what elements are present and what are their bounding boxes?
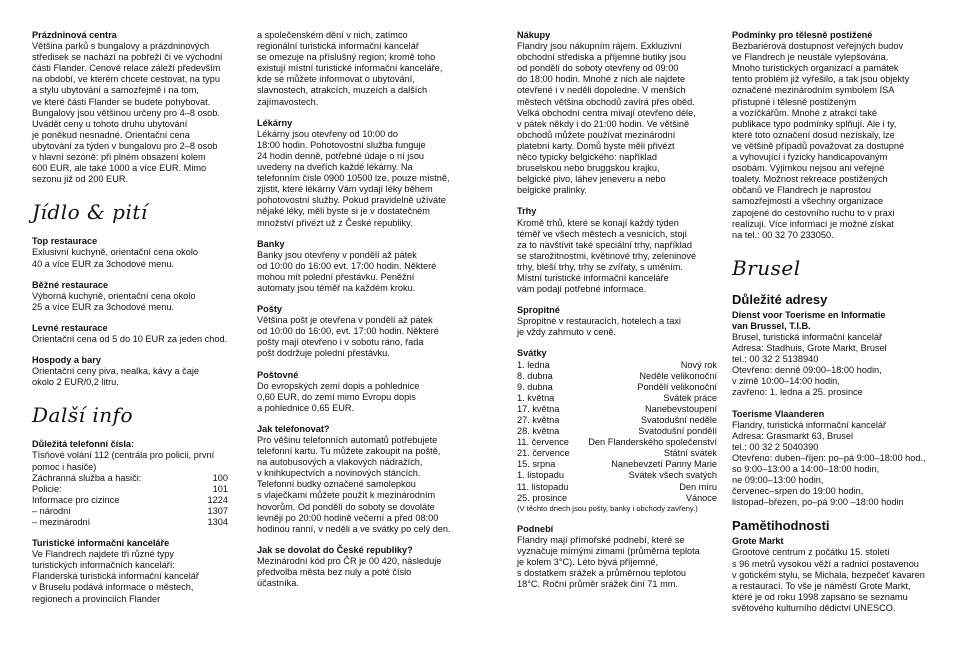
section-continuation xyxy=(257,30,457,108)
text-line: od 10:00 do 16:00, evt. 17:00 hodin. Některé xyxy=(257,326,439,337)
section-hospody xyxy=(32,355,228,388)
heading-grote-markt: Grote Markt xyxy=(732,536,784,547)
row-label: 28. května xyxy=(517,426,560,437)
section-telefonni-cisla xyxy=(32,439,228,528)
section-prazdninova-centra xyxy=(32,30,228,185)
row-value: 1304 xyxy=(207,517,228,527)
text-line: je poněkud nesnadné. Orientační cena xyxy=(32,129,190,140)
text-line: pošty mají otevřeno i v sobotu ráno, řada xyxy=(257,337,424,348)
text-line: se starožitnostmi, květinové trhy, zeleninové xyxy=(517,250,697,261)
table-row xyxy=(517,415,717,426)
section-podminky xyxy=(732,30,932,241)
text-line: se omezuje na příslušný region; kromě toho xyxy=(257,52,436,63)
section-jak-telefonovat xyxy=(257,424,457,535)
row-label: 25. prosince xyxy=(517,492,568,503)
text-line: Mnoho turistických organizací a památek xyxy=(732,63,899,74)
text-turisticke-kancelare xyxy=(32,549,228,604)
text-spropitne xyxy=(517,316,717,338)
heading-dulezite-adresy: Důležité adresy xyxy=(732,291,828,307)
row-value: 100 xyxy=(212,472,228,483)
table-row xyxy=(32,484,228,495)
text-line: Otevřeno: duben–říjen: po–pá 9:00–18:00 hod., xyxy=(732,452,926,463)
heading-hospody: Hospody a bary xyxy=(32,355,101,366)
text-line: levněji po 20:00 hodině večerní a před 08:00 xyxy=(257,512,439,523)
text-line: Výborná kuchyně, orientační cena okolo xyxy=(32,290,196,301)
table-row xyxy=(517,382,717,393)
text-line: občanů ve Flandrech je naprostou xyxy=(732,185,871,196)
text-line: 24 hodin denně, potřebné údaje o ní jsou xyxy=(257,150,425,161)
text-line: mohou mít polední přestávku. Peněžní xyxy=(257,271,415,282)
text-line: tel.: 00 32 2 5138940 xyxy=(732,354,819,365)
table-row xyxy=(517,482,717,493)
text-line: do 18:00 hodin. Mnohé z nich ale najdete xyxy=(517,74,686,85)
text-line: Místní turistické informační kanceláře xyxy=(517,272,669,283)
text-top-restaurace xyxy=(32,247,228,269)
text-line: zapojené do cestovního ruchu to v praxi xyxy=(732,207,895,218)
text-line: v gotickém stylu, se Michala, bezpečeť kavaren xyxy=(732,569,925,580)
section-title-jidlo: Jídlo & pití xyxy=(32,200,148,225)
text-line: ve Flandrech je neustále vylepšována. xyxy=(732,52,889,63)
text-line: kde se můžete informovat o ubytování, xyxy=(257,74,415,85)
column-2 xyxy=(257,30,457,599)
heading-dtib: Dienst voor Toerisme en Informatie xyxy=(732,309,886,320)
text-line: 600 EUR, ale také 1000 a více EUR. Mimo xyxy=(32,163,207,174)
text-line: Lékárny jsou otevřeny od 10:00 do xyxy=(257,128,398,139)
text-line: Do evropských zemí dopis a pohlednice xyxy=(257,380,420,391)
text-line: Banky jsou otevřeny v pondělí až pátek xyxy=(257,249,417,260)
text-line: 40 a více EUR za 3chodové menu. xyxy=(32,258,174,269)
section-levne-restaurace xyxy=(32,323,228,345)
heading-podnebi: Podnebí xyxy=(517,523,554,534)
text-line: středisek se nachází na pobřeží či ve východní xyxy=(32,52,223,63)
row-value: Svátek práce xyxy=(663,392,717,403)
text-line: pomoc i hasiče) xyxy=(32,461,97,472)
text-line: něco typicky belgického: například xyxy=(517,152,657,163)
heading-dtib-2: van Brussel, T.I.B. xyxy=(732,320,811,331)
text-line: od 10:00 do 16:00 evt. 17:00 hodin. Některé xyxy=(257,260,437,271)
table-row xyxy=(517,371,717,382)
heading-jak-telefonovat: Jak telefonovat? xyxy=(257,423,330,434)
text-line: obchodní střediska a příjemné butiky jsou xyxy=(517,52,687,63)
heading-lekarny: Lékárny xyxy=(257,117,293,128)
heading-toerisme-vlaanderen: Toerisme Vlaanderen xyxy=(732,408,825,419)
text-line: Uvádět ceny u tohoto druhu ubytování xyxy=(32,118,188,129)
text-line: s 96 metrů vysokou věží a radnicí postavenou xyxy=(732,558,919,569)
text-line: označené mezinárodním symbolem ISA xyxy=(732,85,895,96)
text-line: pošt dodržuje polední přestávku. xyxy=(257,348,390,359)
row-value: Den míru xyxy=(679,481,717,492)
row-value: 1307 xyxy=(207,505,228,516)
row-value: Nový rok xyxy=(680,359,717,370)
text-line: platební karty. Domů byste měli přivézt xyxy=(517,140,675,151)
row-label: 9. dubna xyxy=(517,381,553,392)
text-line: Adresa: Grasmarkt 63, Brusel xyxy=(732,430,854,441)
text-line: zavřeno: 1. ledna a 25. prosince xyxy=(732,387,863,398)
text-line: na autobusových a vlakových nádražích, xyxy=(257,457,423,468)
section-trhy xyxy=(517,206,717,295)
text-line: Orientační ceny piva, nealka, kávy a čaje xyxy=(32,366,199,377)
text-line: Grootové centrum z počátku 15. století xyxy=(732,547,890,558)
text-line: zajímavostech. xyxy=(257,96,319,107)
row-value: Neděle velikonoční xyxy=(639,370,717,381)
text-line: přístupné i tělesně postiženým xyxy=(732,96,857,107)
table-row xyxy=(517,360,717,371)
row-label: 21. července xyxy=(517,448,570,459)
text-line: Flandry, turistická informační kancelář xyxy=(732,419,887,430)
text-prazdninova-centra xyxy=(32,41,228,185)
text-line: Velká obchodní centra mívají otevřeno déle, xyxy=(517,107,696,118)
text-line: trhy, bleší trhy, trhy se zvířaty, s uměním. xyxy=(517,261,683,272)
row-value: 1224 xyxy=(207,494,228,505)
text-line: a pohlednice 0,65 EUR. xyxy=(257,402,355,413)
row-value: Svátek všech svatých xyxy=(628,470,717,481)
text-line: publikace typo podmínky splňují. Ale i ty, xyxy=(732,118,897,129)
text-line: předvolba města bez nuly a poté číslo xyxy=(257,567,412,578)
text-line: a vyhovující i fyzicky handicapovaným xyxy=(732,152,888,163)
text-line: toalety. Možnost rekreace postižených xyxy=(732,174,888,185)
text-dovolat-cr xyxy=(257,556,457,589)
table-row xyxy=(32,473,228,484)
row-label: 1. listopadu xyxy=(517,470,564,481)
section-nakupy xyxy=(517,30,717,196)
text-line: otevřené i v neděli dopoledne. V menších xyxy=(517,85,686,96)
row-value: Nanebevstoupení xyxy=(644,403,717,414)
section-dtib xyxy=(732,310,932,399)
column-1 xyxy=(32,30,228,615)
text-line: automaty jsou téměř na každém kroku. xyxy=(257,282,416,293)
row-label: Záchranná služba a hasiči: xyxy=(32,472,142,483)
table-row xyxy=(517,426,717,437)
section-posty xyxy=(257,304,457,359)
section-banky xyxy=(257,239,457,294)
text-line: belgické pralinky. xyxy=(517,185,587,196)
section-postovne xyxy=(257,370,457,414)
heading-levne-restaurace: Levné restaurace xyxy=(32,322,108,333)
text-line: Otevřeno: denně 09:00–18:00 hodin, xyxy=(732,365,882,376)
table-row xyxy=(517,493,717,504)
text-line: Bezbariérová dostupnost veřejných budov xyxy=(732,41,904,52)
row-value: Pondělí velikonoční xyxy=(637,381,717,392)
text-toerisme-vlaanderen xyxy=(732,420,932,509)
section-svatky xyxy=(517,348,717,513)
text-line: na období, ve kterém chcete cestovat, na typu xyxy=(32,74,220,85)
text-postovne xyxy=(257,381,457,414)
row-label: – národní xyxy=(32,505,71,516)
row-value: Vánoce xyxy=(685,492,717,503)
section-toerisme-vlaanderen xyxy=(732,409,932,509)
text-line: Bungalovy jsou většinou určeny pro 4–8 osob. xyxy=(32,107,220,118)
section-spropitne xyxy=(517,305,717,338)
text-line: Tísňové volání 112 (centrála pro policii, první xyxy=(32,450,215,461)
section-bezne-restaurace xyxy=(32,280,228,313)
row-label: 1. května xyxy=(517,392,555,403)
text-line: tel.: 00 32 2 5040390 xyxy=(732,441,819,452)
text-line: nějaké léky, měli byste si je v dostatečném xyxy=(257,206,430,217)
row-value: Státní svátek xyxy=(663,448,717,459)
text-line: Mezinárodní kód pro ČR je 00 420, následuje xyxy=(257,555,442,566)
text-jak-telefonovat xyxy=(257,435,457,535)
row-label: 1. ledna xyxy=(517,359,550,370)
text-posty xyxy=(257,315,457,359)
text-line: Flanderská turistická informační kancelář xyxy=(32,571,199,582)
row-label: – mezinárodní xyxy=(32,517,91,527)
text-line: Většina pošt je otevřena v pondělí až pátek xyxy=(257,315,433,326)
table-row xyxy=(517,459,717,470)
row-value: Den Flanderského společenství xyxy=(588,437,717,448)
text-line: 0,60 EUR, do zemí mimo Evropu dopis xyxy=(257,391,416,402)
row-value: Svatodušní pondělí xyxy=(638,426,717,437)
text-line: hodinou ranní, v neděli a ve svátky po celý den. xyxy=(257,523,451,534)
text-nakupy xyxy=(517,41,717,196)
text-line: Pro věšinu telefonních automatů potřebujete xyxy=(257,435,438,445)
text-line: červenec–srpen do 19:00 hodin, xyxy=(732,486,864,497)
text-line: v zimě 10:00–14:00 hodin, xyxy=(732,376,840,387)
text-line: Většina parků s bungalovy a prázdninových xyxy=(32,41,210,52)
text-lekarny xyxy=(257,129,457,229)
heading-prazdninova-centra: Prázdninová centra xyxy=(32,30,117,40)
text-line: a stylu ubytování a samozřejmě i na tom, xyxy=(32,85,199,96)
heading-trhy: Trhy xyxy=(517,206,537,217)
text-line: v pátek někdy i do 21:00 hodin. Ve většině xyxy=(517,118,690,129)
heading-podminky: Podmínky pro tělesně postižené xyxy=(732,30,873,40)
table-row xyxy=(517,393,717,404)
text-line: městech většina obchodů zavírá přes oběd. xyxy=(517,96,695,107)
row-label: 27. května xyxy=(517,415,560,425)
text-line: sezonu již od 200 EUR. xyxy=(32,174,129,185)
text-line: a společenském dění v nich, zatímco xyxy=(257,30,408,40)
text-line: v Bruselu podává informace o městech, xyxy=(32,582,194,593)
heading-dovolat-cr: Jak se dovolat do České republiky? xyxy=(257,544,413,555)
heading-top-restaurace: Top restaurace xyxy=(32,236,98,247)
table-row xyxy=(517,470,717,481)
holiday-table xyxy=(517,360,717,504)
text-line: hovorům. Od pondělí do soboty se dovoláte xyxy=(257,501,435,512)
text-line: v hlavní sezóně: při plném obsazení kolem xyxy=(32,152,206,163)
text-line: telefonním čísle 0900 10500 lze, pouze místně, xyxy=(257,173,450,184)
heading-bezne-restaurace: Běžné restaurace xyxy=(32,279,109,290)
table-row xyxy=(517,404,717,415)
table-row xyxy=(517,448,717,459)
text-line: téměř ve všech městech a vesnicích, stojí xyxy=(517,228,688,239)
text-line: je kolem 3°C). Léto bývá příjemné, xyxy=(517,557,659,568)
heading-nakupy: Nákupy xyxy=(517,30,551,40)
text-line: turistických informačních kanceláří: xyxy=(32,560,175,571)
text-line: s vlaječkami můžete použít k mezinárodním xyxy=(257,490,436,501)
section-title-brusel: Brusel xyxy=(732,255,801,280)
text-line: Ve Flandrech najdete tři různé typy xyxy=(32,549,174,560)
text-line: ubytování za týden v bungalovu pro 2–8 osob xyxy=(32,140,218,151)
text-line: tento problém již vyřešilo, a tak jsou objekty xyxy=(732,74,910,85)
text-line: samozřejmostí a všechny organizace xyxy=(732,196,884,207)
text-podnebi xyxy=(517,535,717,590)
text-line: Brusel, turistická informační kancelář xyxy=(732,331,883,342)
heading-banky: Banky xyxy=(257,238,285,249)
text-line: obchodů můžete používat mezinárodní xyxy=(517,129,676,140)
row-label: 15. srpna xyxy=(517,459,556,470)
text-line: je vždy zahrnuto v ceně. xyxy=(517,327,617,338)
text-line: Flandry jsou nákupním rájem. Exkluzivní xyxy=(517,41,682,52)
table-row xyxy=(32,517,228,528)
text-line: osobám. Výjimkou nejsou ani veřejné xyxy=(732,163,885,174)
text-line: regionech a provinciích Flander xyxy=(32,593,161,604)
text-line: Kromě trhů, které se konají každý týden xyxy=(517,217,679,228)
text-grote-markt xyxy=(732,547,932,614)
text-line: v knihkupectvích a novinových stáncích. xyxy=(257,468,421,479)
text-bezne-restaurace xyxy=(32,291,228,313)
text-line: Telefonní budky označené samolepkou xyxy=(257,479,416,490)
row-label: 8. dubna xyxy=(517,370,553,381)
text-line: bruselskou nebo bruggskou krajku, xyxy=(517,163,660,174)
text-line: za to navštívit také speciální trhy, například xyxy=(517,239,692,250)
text-line: existují místní turistické informační kanceláře, xyxy=(257,63,443,74)
row-value: Svatodušní neděle xyxy=(640,415,717,425)
text-telefonni-intro xyxy=(32,450,228,472)
heading-posty: Pošty xyxy=(257,304,283,315)
text-line: které toto označení dosud nezískaly, lze xyxy=(732,129,895,140)
text-line: Orientační cena od 5 do 10 EUR za jeden chod. xyxy=(32,333,228,344)
section-top-restaurace xyxy=(32,236,228,269)
text-podminky xyxy=(732,41,932,241)
text-line: ne 09:00–13:00 hodin, xyxy=(732,475,824,486)
text-line: so 9:00–13:00 a 14:00–18:00 hodin, xyxy=(732,464,880,474)
text-continuation xyxy=(257,30,457,108)
heading-turisticke-kancelare: Turistické informační kanceláře xyxy=(32,538,170,549)
text-trhy xyxy=(517,218,717,296)
text-line: které je od roku 1998 zapsáno se seznamu xyxy=(732,591,908,602)
text-banky xyxy=(257,250,457,294)
text-line: části Flander. Cenové relace záleží především xyxy=(32,63,221,74)
holiday-note: (V těchto dnech jsou pošty, banky i obchody zavřeny.) xyxy=(517,503,698,513)
column-4 xyxy=(732,30,932,624)
heading-postovne: Poštovné xyxy=(257,369,299,380)
text-line: s dostatkem srážek a průměrnou teplotou xyxy=(517,568,687,579)
text-line: telefonní kartu. Tu můžete zakoupit na poště, xyxy=(257,446,441,457)
text-line: listopad–březen, po–pá 9:00 –18:00 hodin xyxy=(732,497,904,508)
section-dovolat-cr xyxy=(257,545,457,589)
text-line: 25 a více EUR za 3chodové menu. xyxy=(32,301,174,312)
text-line: vám podají potřebné informace. xyxy=(517,284,647,295)
row-label: Informace pro cizince xyxy=(32,494,120,505)
section-title-dalsi-info: Další info xyxy=(32,403,134,428)
text-line: regionální turistická informační kancelář xyxy=(257,41,419,52)
table-row xyxy=(32,495,228,506)
text-line: Exlusivní kuchyně, orientační cena okolo xyxy=(32,247,198,258)
text-line: a vozíčkářům. Mnohé z atrakcí také xyxy=(732,107,878,118)
text-line: na tel.: 00 32 70 233050. xyxy=(732,229,834,240)
phone-number-table xyxy=(32,473,228,528)
text-dtib xyxy=(732,332,932,399)
row-value: 101 xyxy=(212,483,228,494)
row-label: 11. července xyxy=(517,437,569,448)
text-line: pohotovostní služby. Pokud pravidelně užíváte xyxy=(257,195,446,206)
text-line: Flandry mají přímořské podnebí, které se xyxy=(517,534,685,545)
row-label: Policie: xyxy=(32,483,62,494)
text-line: 18°C. Roční průměr srážek činí 71 mm. xyxy=(517,579,678,590)
text-line: Spropitné v restauracích, hotelech a taxi xyxy=(517,316,681,327)
section-turisticke-kancelare xyxy=(32,538,228,605)
text-line: slavnostech, atrakcích, muzeích a dalších xyxy=(257,85,428,96)
text-line: od pondělí do soboty otevřeny od 09:00 xyxy=(517,63,679,74)
text-line: množství přivézt už z České republiky. xyxy=(257,217,413,228)
row-label: 11. listopadu xyxy=(517,481,569,492)
text-line: okolo 2 EUR/0,2 litru. xyxy=(32,377,119,388)
heading-svatky: Svátky xyxy=(517,348,547,359)
text-line: vyznačuje mírnými zimami (průměrná teplota xyxy=(517,545,700,556)
text-line: uvedeny na dveřích každé lékárny. Na xyxy=(257,162,413,173)
heading-pametihodnosti: Pamětihodnosti xyxy=(732,518,830,534)
text-line: 18:00 hodin. Pohotovostní služba funguje xyxy=(257,139,426,150)
table-row xyxy=(32,506,228,517)
text-line: realizují. Více informací je možné získat xyxy=(732,218,894,229)
text-line: světového kulturního dědictví UNESCO. xyxy=(732,602,896,613)
heading-telefonni-cisla: Důležitá telefonní čísla: xyxy=(32,439,135,450)
text-line: Adresa: Stadhuis, Grote Markt, Brusel xyxy=(732,343,887,354)
text-line: belgické pivo, láhev jeneveru a nebo xyxy=(517,174,666,185)
section-grote-markt xyxy=(732,536,932,614)
text-levne-restaurace xyxy=(32,334,228,345)
heading-spropitne: Spropitné xyxy=(517,305,560,316)
text-hospody xyxy=(32,366,228,388)
table-row xyxy=(517,437,717,448)
column-3 xyxy=(517,30,717,600)
text-line: účastníka. xyxy=(257,578,299,589)
text-line: ve většině případů považovat za dostupné xyxy=(732,140,905,151)
text-line: a restaurací. To vše je náměstí Grote Markt, xyxy=(732,580,911,591)
row-value: Nanebevzetí Panny Marie xyxy=(611,459,717,470)
section-lekarny xyxy=(257,118,457,229)
text-line: ve které části Flander se budete pohybovat. xyxy=(32,96,211,107)
text-line: zjistit, které lékárny Vám vydají léky během xyxy=(257,184,433,195)
section-podnebi xyxy=(517,524,717,591)
row-label: 17. května xyxy=(517,403,560,414)
